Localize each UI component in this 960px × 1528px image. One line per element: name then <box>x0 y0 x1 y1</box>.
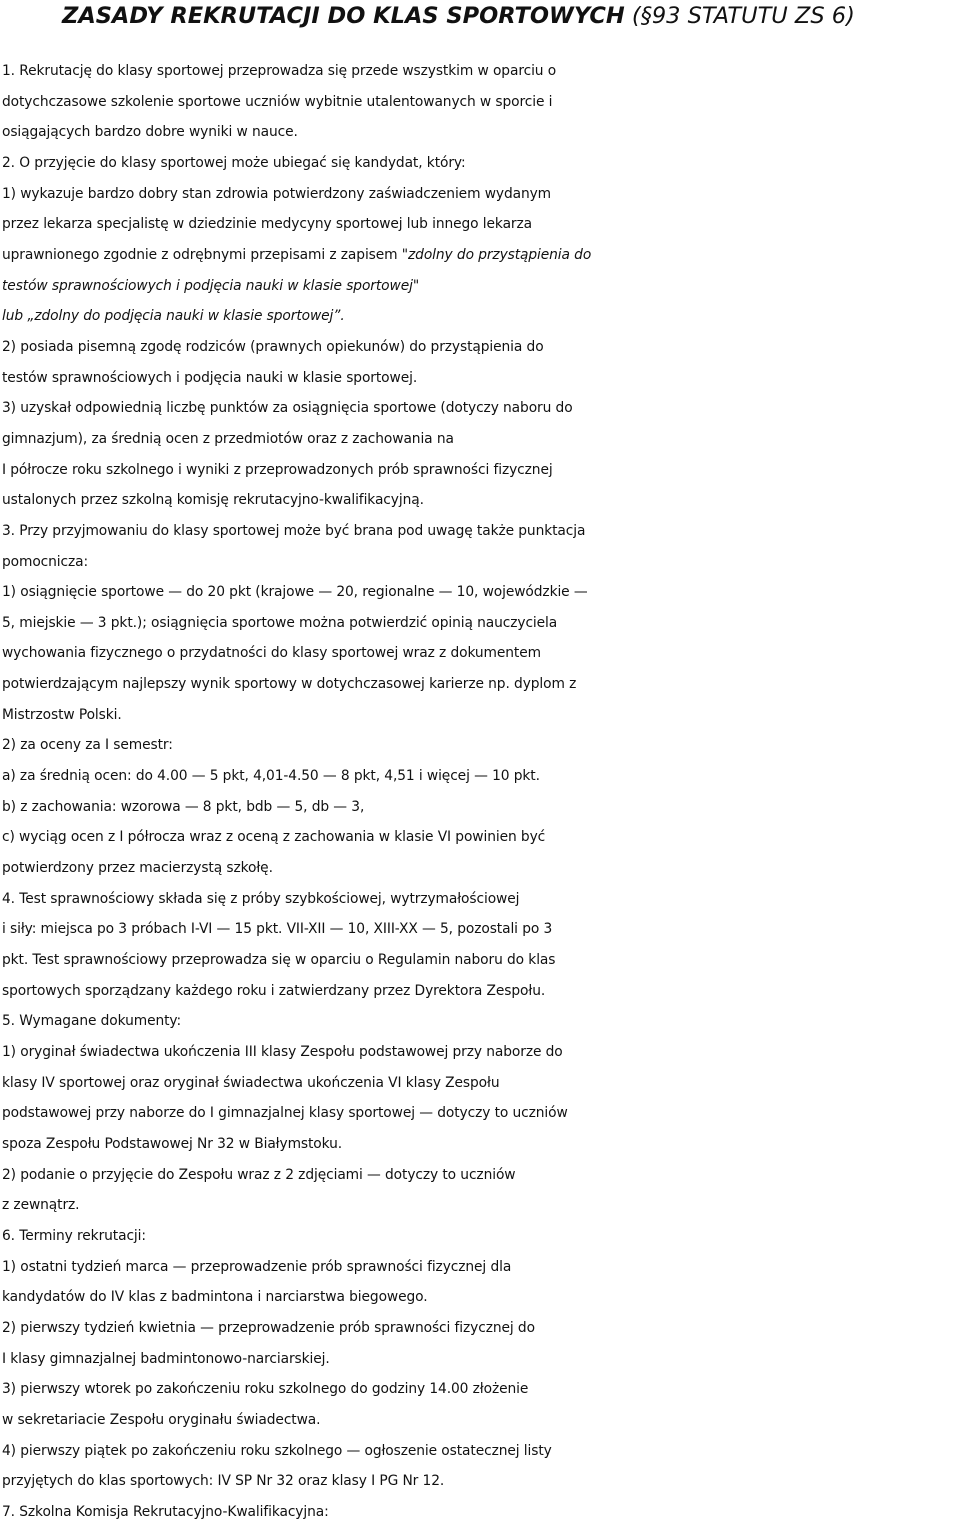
document-title-rest: (§93 STATUTU ZS 6) <box>624 3 855 29</box>
text-line: c) wyciąg ocen z I półrocza wraz z oceną z zachowania w klasie VI powinien być <box>2 829 546 846</box>
text-line: ustalonych przez szkolną komisję rekrutacyjno-kwalifikacyjną. <box>2 492 424 509</box>
text-line: podstawowej przy naborze do I gimnazjalnej klasy sportowej — dotyczy to uczniów <box>2 1105 568 1122</box>
text-line: 5, miejskie — 3 pkt.); osiągnięcia sportowe można potwierdzić opinią nauczyciela <box>2 614 558 631</box>
text-line: potwierdzającym najlepszy wynik sportowy w dotychczasowej karierze np. dyplom z <box>2 676 577 693</box>
text-line: a) za średnią ocen: do 4.00 — 5 pkt, 4,01-4.50 — 8 pkt, 4,51 i więcej — 10 pkt. <box>2 768 540 785</box>
text-line: w sekretariacie Zespołu oryginału świadectwa. <box>2 1411 321 1428</box>
text-line: 6. Terminy rekrutacji: <box>2 1227 146 1244</box>
text-line: spoza Zespołu Podstawowej Nr 32 w Białymstoku. <box>2 1135 343 1152</box>
text-line: 2) posiada pisemną zgodę rodziców (prawnych opiekunów) do przystąpienia do <box>2 338 544 355</box>
text-line: potwierdzony przez macierzystą szkołę. <box>2 860 273 877</box>
text-line: testów sprawnościowych i podjęcia nauki w klasie sportowej. <box>2 369 418 386</box>
text-line: I klasy gimnazjalnej badmintonowo-narciarskiej. <box>2 1350 330 1367</box>
text-line-part: uprawnionego zgodnie z odrębnymi przepisami z zapisem <box>2 246 402 263</box>
document-title <box>62 2 942 30</box>
text-line: gimnazjum), za średnią ocen z przedmiotów oraz z zachowania na <box>2 430 454 447</box>
document-body <box>2 56 958 1528</box>
text-line: z zewnątrz. <box>2 1197 80 1214</box>
text-line: 4. Test sprawnościowy składa się z próby szybkościowej, wytrzymałościowej <box>2 890 520 907</box>
text-line-italic-part: "zdolny do przystąpienia do <box>401 246 592 263</box>
text-line: sportowych sporządzany każdego roku i zatwierdzany przez Dyrektora Zespołu. <box>2 982 546 999</box>
text-line: przyjętych do klas sportowych: IV SP Nr 32 oraz klasy I PG Nr 12. <box>2 1473 445 1490</box>
text-line: 3) pierwszy wtorek po zakończeniu roku szkolnego do godziny 14.00 złożenie <box>2 1381 529 1398</box>
text-line: Mistrzostw Polski. <box>2 706 122 723</box>
text-line: 4) pierwszy piątek po zakończeniu roku szkolnego — ogłoszenie ostatecznej listy <box>2 1442 552 1459</box>
text-line: wychowania fizycznego o przydatności do klasy sportowej wraz z dokumentem <box>2 645 541 662</box>
document-title-bold: ZASADY REKRUTACJI DO KLAS SPORTOWYCH <box>62 3 625 29</box>
text-line: I półrocze roku szkolnego i wyniki z przeprowadzonych prób sprawności fizycznej <box>2 461 553 478</box>
text-line: dotychczasowe szkolenie sportowe uczniów wybitnie utalentowanych w sporcie i <box>2 93 553 110</box>
text-line: 2) za oceny za I semestr: <box>2 737 173 754</box>
text-line: 1) osiągnięcie sportowe — do 20 pkt (krajowe — 20, regionalne — 10, wojewódzkie — <box>2 584 588 601</box>
text-line: 2) pierwszy tydzień kwietnia — przeprowadzenie prób sprawności fizycznej do <box>2 1319 535 1336</box>
text-line: osiągających bardzo dobre wyniki w nauce. <box>2 124 298 141</box>
text-line: pomocnicza: <box>2 553 89 570</box>
text-line: przez lekarza specjalistę w dziedzinie medycyny sportowej lub innego lekarza <box>2 216 532 233</box>
text-line: lub „zdolny do podjęcia nauki w klasie sportowej”. <box>2 308 345 325</box>
text-line <box>2 240 958 271</box>
text-line: 1. Rekrutację do klasy sportowej przeprowadza się przede wszystkim w oparciu o <box>2 63 557 79</box>
text-line: 1) wykazuje bardzo dobry stan zdrowia potwierdzony zaświadczeniem wydanym <box>2 185 552 202</box>
text-line: 1) ostatni tydzień marca — przeprowadzenie prób sprawności fizycznej dla <box>2 1258 512 1275</box>
text-line: klasy IV sportowej oraz oryginał świadectwa ukończenia VI klasy Zespołu <box>2 1074 500 1091</box>
text-line: testów sprawnościowych i podjęcia nauki w klasie sportowej" <box>2 277 420 294</box>
text-line: 2) podanie o przyjęcie do Zespołu wraz z 2 zdjęciami — dotyczy to uczniów <box>2 1166 516 1183</box>
text-line: i siły: miejsca po 3 próbach I-VI — 15 pkt. VII-XII — 10, XIII-XX — 5, pozostali po 3 <box>2 921 553 938</box>
text-line: 3. Przy przyjmowaniu do klasy sportowej może być brana pod uwagę także punktacja <box>2 522 586 539</box>
text-line: kandydatów do IV klas z badmintona i narciarstwa biegowego. <box>2 1289 428 1306</box>
text-line: 1) oryginał świadectwa ukończenia III klasy Zespołu podstawowej przy naborze do <box>2 1044 563 1060</box>
text-line: 7. Szkolna Komisja Rekrutacyjno-Kwalifikacyjna: <box>2 1503 329 1520</box>
text-line: 5. Wymagane dokumenty: <box>2 1013 182 1030</box>
text-line: 2. O przyjęcie do klasy sportowej może ubiegać się kandydat, który: <box>2 154 466 171</box>
text-line: pkt. Test sprawnościowy przeprowadza się w oparciu o Regulamin naboru do klas <box>2 952 556 969</box>
text-line: 3) uzyskał odpowiednią liczbę punktów za osiągnięcia sportowe (dotyczy naboru do <box>2 400 573 417</box>
text-line: b) z zachowania: wzorowa — 8 pkt, bdb — 5, db — 3, <box>2 798 365 815</box>
